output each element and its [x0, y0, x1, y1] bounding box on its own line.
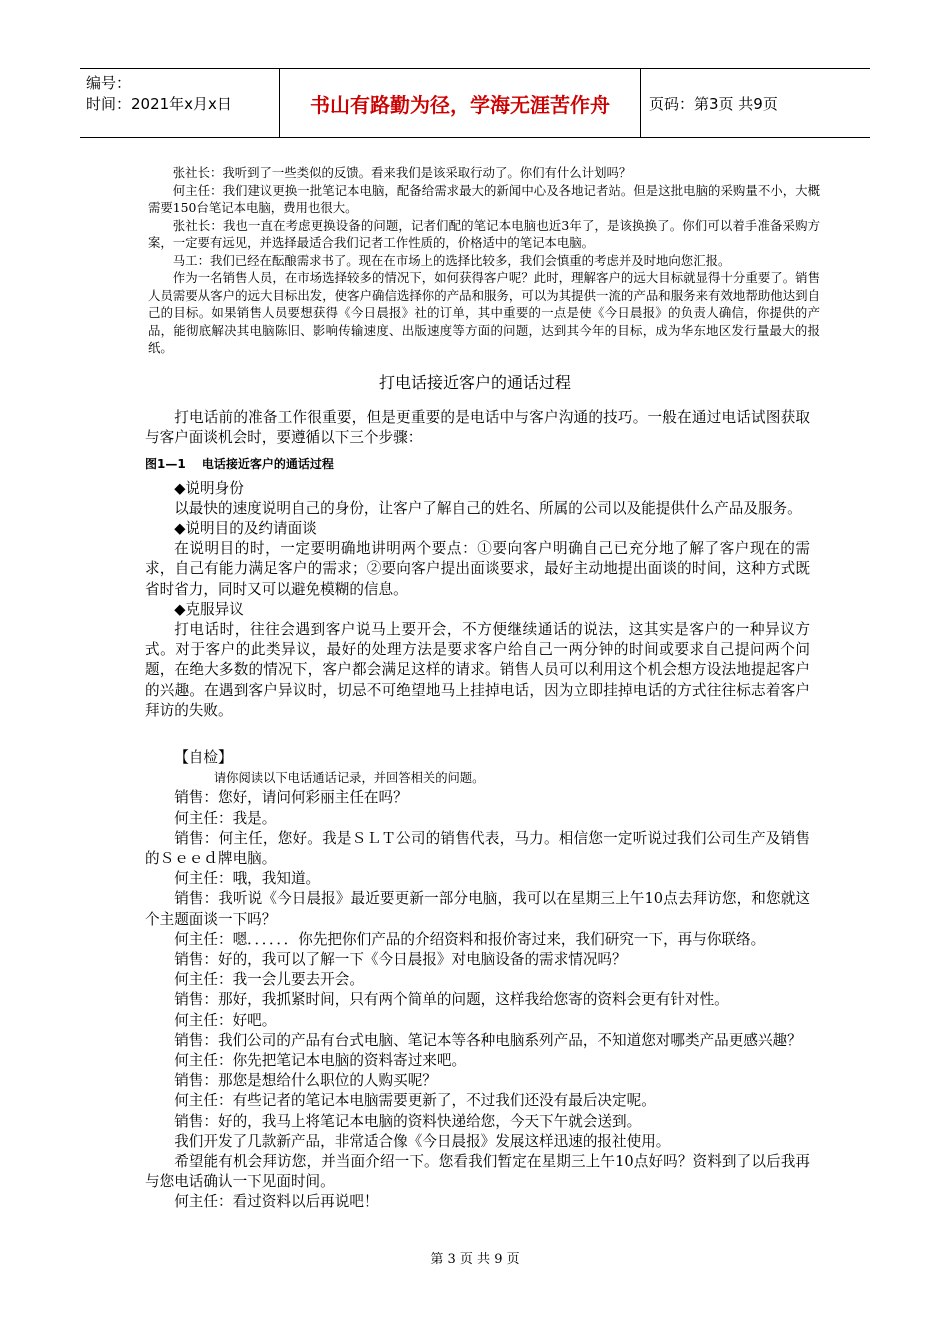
dialogue-line: 销售：那好，我抓紧时间，只有两个简单的问题，这样我给您寄的资料会更有针对性。	[174, 991, 729, 1009]
self-check-heading: 【自检】	[174, 749, 233, 766]
step-text: 在说明目的时，一定要明确地讲明两个要点：①要向客户明确自己已充分地了解了客户现在的需求，自己有能力满足客户的需求；②要向客户提出面谈要求，最好主动地提出面谈的时间，这种方式既省时省力，同时又可以避免模糊的信息。	[145, 540, 810, 598]
intro-paragraph: 马工：我们已经在酝酿需求书了。现在在市场上的选择比较多，我们会慎重的考虑并及时地向您汇报。	[172, 252, 731, 268]
dialogue-line: 销售：您好，请问何彩丽主任在吗？	[174, 789, 408, 807]
intro-paragraph: 张社长：我也一直在考虑更换设备的问题，记者们配的笔记本电脑也近3年了，是该换换了。你们可以着手准备采购方案，一定要有远见，并选择最适合我们记者工作性质的，价格适中的笔记本电脑。	[148, 217, 820, 250]
page-header	[80, 68, 870, 138]
dialogue-line: 何主任：我一会儿要去开会。	[174, 971, 364, 989]
dialogue-line: 何主任：看过资料以后再说吧！	[174, 1193, 379, 1211]
self-check-section	[145, 748, 810, 1213]
dialogue-line: 销售：我听说《今日晨报》最近要更新一部分电脑，我可以在星期三上午10点去拜访您，和您就这个主题面谈一下吗？	[145, 890, 810, 928]
section-title: 打电话接近客户的通话过程	[378, 373, 571, 392]
dialogue-line: 销售：好的，我马上将笔记本电脑的资料快递给您，今天下午就会送到。	[174, 1112, 642, 1130]
self-check-instruction: 请你阅读以下电话通话记录，并回答相关的问题。	[213, 771, 485, 786]
dialogue-line: 销售：我们公司的产品有台式电脑、笔记本等各种电脑系列产品，不知道您对哪类产品更感兴趣？	[174, 1031, 802, 1049]
page-footer: 第 3 页 共 9 页	[430, 1252, 520, 1267]
step-heading: ◆说明身份	[174, 479, 244, 497]
section-body	[145, 408, 810, 721]
step-text: 打电话时，往往会遇到客户说马上要开会，不方便继续通话的说法，这其实是客户的一种异议方式。对于客户的此类异议，最好的处理方法是要求客户给自己一两分钟的时间或要求自己提问两个问题，在绝大多数的情况下，客户都会满足这样的请求。销售人员可以利用这个机会想方设法地提起客户的兴趣。在遇到客户异议时，切忌不可绝望地马上挂掉电话，因为立即挂掉电话的方式往往标志着客户拜访的失败。	[145, 621, 810, 719]
dialogue-line: 何主任：好吧。	[174, 1011, 277, 1029]
dialogue-closing: 希望能有机会拜访您，并当面介绍一下。您看我们暂定在星期三上午10点好吗？资料到了以后我再与您电话确认一下见面时间。	[145, 1153, 810, 1191]
step-text: 以最快的速度说明自己的身份，让客户了解自己的姓名、所属的公司以及能提供什么产品及服务。	[174, 499, 802, 517]
header-meta	[80, 69, 280, 137]
doc-time-label: 时间：2021年x月x日	[86, 95, 232, 113]
dialogue-line: 何主任：嗯．．．．．．你先把你们产品的介绍资料和报价寄过来，我们研究一下，再与你联络。	[174, 930, 766, 948]
dialogue-line: 何主任：我是。	[174, 809, 277, 827]
dialogue-line: 销售：何主任，您好。我是ＳＬＴ公司的销售代表，马力。相信您一定听说过我们公司生产及销售的Ｓｅｅｄ牌电脑。	[145, 829, 810, 868]
figure-caption: 图1—1 电话接近客户的通话过程	[145, 457, 334, 472]
dialogue-closing: 我们开发了几款新产品，非常适合像《今日晨报》发展这样迅速的报社使用。	[174, 1132, 671, 1150]
intro-paragraph: 何主任：我们建议更换一批笔记本电脑，配备给需求最大的新闻中心及各地记者站。但是这批电脑的采购量不小，大概需要150台笔记本电脑，费用也很大。	[148, 182, 820, 215]
intro-paragraph: 张社长：我听到了一些类似的反馈。看来我们是该采取行动了。你们有什么计划吗？	[172, 165, 632, 180]
section-intro: 打电话前的准备工作很重要，但是更重要的是电话中与客户沟通的技巧。一般在通过电话试图获取与客户面谈机会时，要遵循以下三个步骤：	[145, 409, 810, 447]
doc-number-label: 编号：	[86, 74, 132, 92]
header-page-label: 页码：第3页 共9页	[649, 94, 778, 113]
step-heading: ◆克服异议	[174, 600, 244, 618]
step-heading: ◆说明目的及约请面谈	[174, 520, 317, 538]
dialogue-line: 销售：好的，我可以了解一下《今日晨报》对电脑设备的需求情况吗？	[174, 951, 627, 969]
intro-paragraph: 作为一名销售人员，在市场选择较多的情况下，如何获得客户呢？此时，理解客户的远大目标就显得十分重要了。销售人员需要从客户的远大目标出发，使客户确信选择你的产品和服务，可以为其提供一流的产品和服务来有效地帮助他达到自己的目标。如果销售人员要想获得《今日晨报》社的订单，其中重要的一点是使《今日晨报》的负责人确信，你提供的产品，能彻底解决其电脑陈旧、影响传输速度、出版速度等方面的问题，达到其今年的目标，成为华东地区发行量最大的报纸。	[148, 270, 820, 355]
header-motto: 书山有路勤为径，学海无涯苦作舟	[280, 69, 641, 137]
intro-section	[148, 164, 820, 357]
dialogue-line: 何主任：有些记者的笔记本电脑需要更新了，不过我们还没有最后决定呢。	[174, 1092, 656, 1110]
dialogue-line: 何主任：哦，我知道。	[174, 870, 321, 888]
dialogue-line: 何主任：你先把笔记本电脑的资料寄过来吧。	[174, 1052, 467, 1070]
dialogue-line: 销售：那您是想给什么职位的人购买呢？	[174, 1072, 437, 1090]
